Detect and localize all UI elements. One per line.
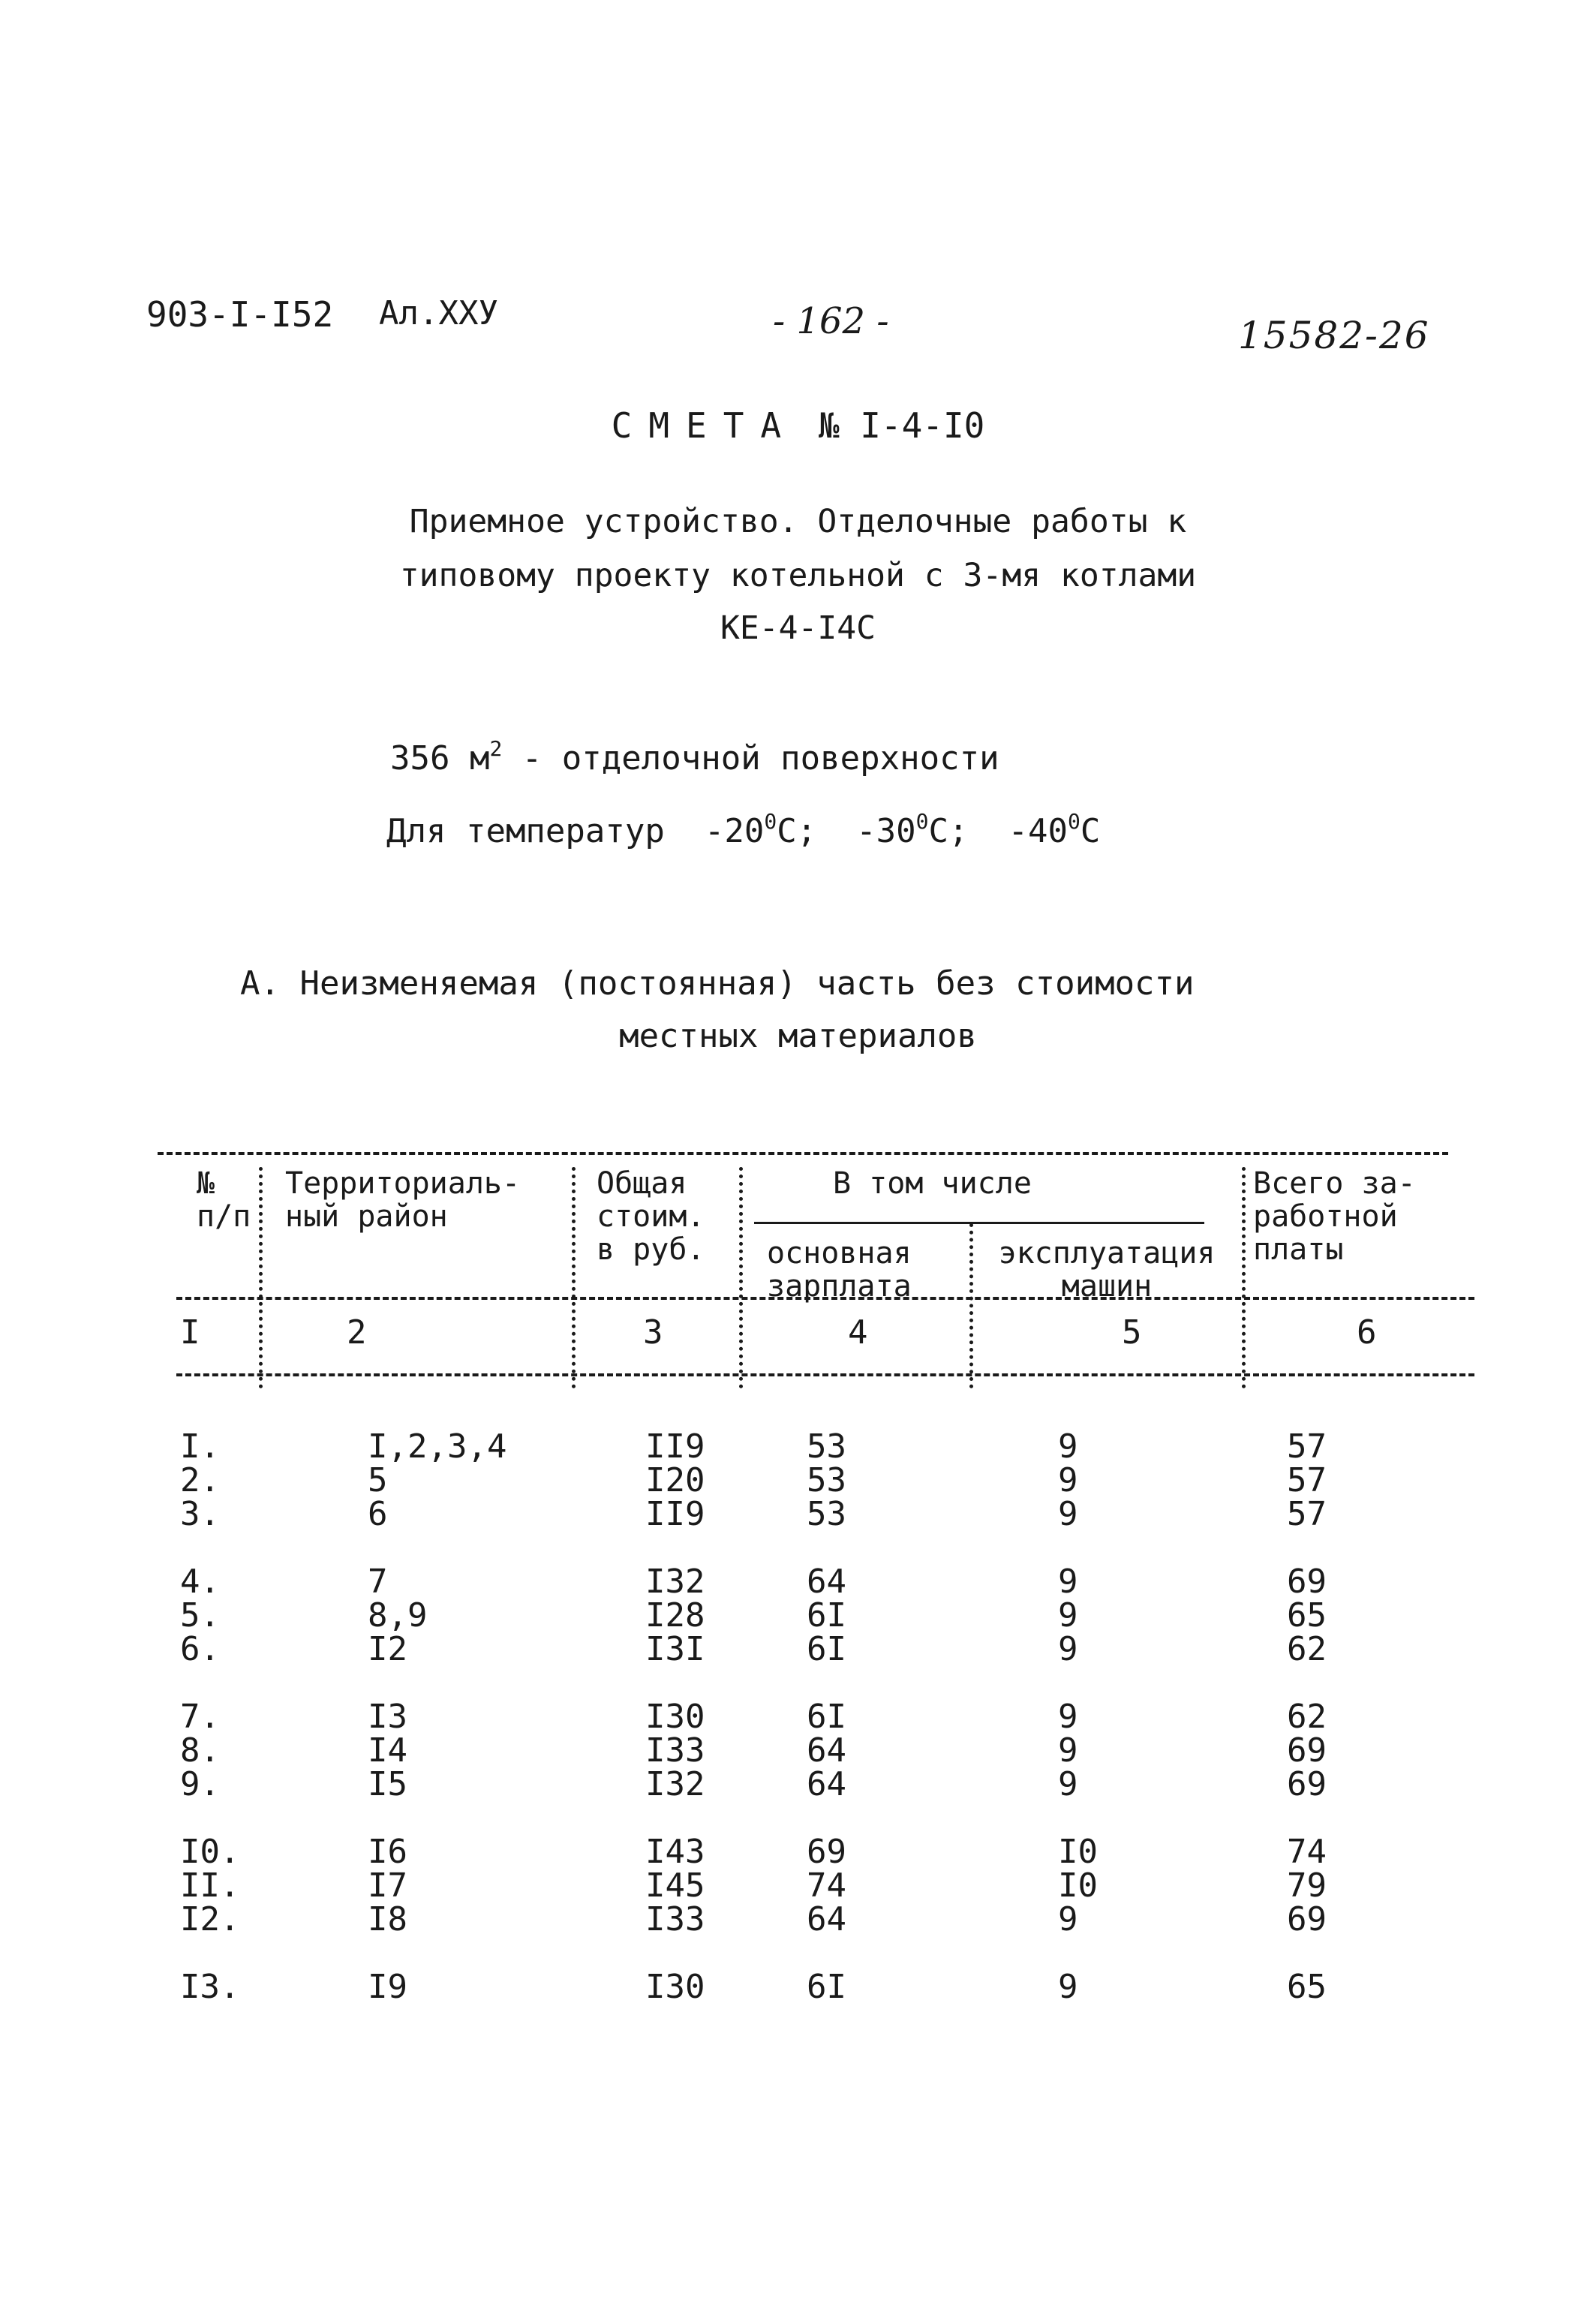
header-machines — [979, 1237, 1234, 1303]
row-number: I2. — [180, 1900, 240, 1939]
area-value: 356 м — [390, 739, 490, 778]
header-group: В том числе — [833, 1166, 1032, 1201]
column-number-4: 4 — [848, 1313, 868, 1352]
column-number-2: 2 — [347, 1313, 367, 1352]
row-total-cost: I30 — [645, 1968, 705, 2006]
row-machine-operation: 9 — [1058, 1900, 1078, 1939]
row-total-wages: 69 — [1287, 1731, 1327, 1770]
row-total-cost: I20 — [645, 1461, 705, 1499]
header-total-wages-l1: Всего за- — [1253, 1166, 1416, 1201]
row-base-salary: 64 — [807, 1563, 846, 1601]
row-machine-operation: 9 — [1058, 1495, 1078, 1533]
row-region: I2 — [368, 1630, 407, 1668]
header-region — [285, 1167, 520, 1233]
row-base-salary: 53 — [807, 1461, 846, 1499]
row-region: I5 — [368, 1765, 407, 1803]
header-number-l2: п/п — [197, 1199, 251, 1234]
row-base-salary: 53 — [807, 1495, 846, 1533]
degree-2: 0 — [915, 809, 929, 834]
row-region: 8,9 — [368, 1596, 428, 1635]
col-separator-4 — [969, 1223, 973, 1388]
header-number-l1: № — [197, 1166, 215, 1201]
header-region-l1: Территориаль- — [285, 1166, 521, 1201]
row-machine-operation: 9 — [1058, 1968, 1078, 2006]
row-total-cost: I28 — [645, 1596, 705, 1635]
document-code: 903-I-I52 — [146, 294, 334, 335]
row-number: 9. — [180, 1765, 220, 1803]
row-base-salary: 53 — [807, 1427, 846, 1466]
row-total-cost: II9 — [645, 1495, 705, 1533]
header-total-cost-l1: Общая — [597, 1166, 687, 1201]
section-a-line-1: А. Неизменяемая (постоянная) часть без стоимости — [240, 964, 1195, 1003]
row-total-wages: 69 — [1287, 1563, 1327, 1601]
header-total-cost-l3: в руб. — [597, 1232, 705, 1267]
row-number: I3. — [180, 1968, 240, 2006]
row-region: I4 — [368, 1731, 407, 1770]
row-machine-operation: 9 — [1058, 1731, 1078, 1770]
row-number: I0. — [180, 1833, 240, 1871]
row-total-wages: 79 — [1287, 1866, 1327, 1905]
degree-3: 0 — [1068, 809, 1081, 834]
row-region: I,2,3,4 — [368, 1427, 507, 1466]
header-number — [197, 1167, 251, 1233]
finishing-area — [390, 736, 999, 778]
row-region: 7 — [368, 1563, 388, 1601]
row-total-cost: I45 — [645, 1866, 705, 1905]
header-salary-l1: основная — [767, 1236, 912, 1271]
header-salary — [767, 1237, 912, 1303]
header-machines-l1: эксплуатация — [998, 1236, 1216, 1271]
area-superscript: 2 — [489, 736, 503, 761]
temperatures-label: Для температур — [386, 812, 665, 850]
row-region: I8 — [368, 1900, 407, 1939]
row-machine-operation: 9 — [1058, 1461, 1078, 1499]
row-total-cost: I32 — [645, 1765, 705, 1803]
row-region: I3 — [368, 1698, 407, 1736]
header-total-cost-l2: стоим. — [597, 1199, 705, 1234]
row-base-salary: 64 — [807, 1900, 846, 1939]
unit-2: С — [928, 812, 949, 850]
unit-1: С — [777, 812, 797, 850]
row-base-salary: 64 — [807, 1765, 846, 1803]
row-region: I7 — [368, 1866, 407, 1905]
row-machine-operation: 9 — [1058, 1563, 1078, 1601]
row-machine-operation: 9 — [1058, 1765, 1078, 1803]
table-top-rule — [158, 1152, 1448, 1155]
col-separator-5 — [1242, 1167, 1246, 1388]
column-number-6: 6 — [1357, 1313, 1377, 1352]
album-number: Ал.XXУ — [379, 294, 498, 332]
subtitle-line-3: КЕ-4-I4С — [720, 609, 876, 647]
row-total-wages: 74 — [1287, 1833, 1327, 1871]
row-machine-operation: I0 — [1058, 1866, 1098, 1905]
row-base-salary: 6I — [807, 1630, 846, 1668]
subtitle-line-2: типовому проекту котельной с 3-мя котлами — [399, 557, 1197, 594]
header-region-l2: ный район — [285, 1199, 448, 1234]
header-total-wages-l3: платы — [1253, 1232, 1344, 1267]
temperature-2: -30 — [856, 812, 916, 850]
row-total-wages: 57 — [1287, 1461, 1327, 1499]
row-base-salary: 74 — [807, 1866, 846, 1905]
row-total-cost: I33 — [645, 1731, 705, 1770]
row-region: 6 — [368, 1495, 388, 1533]
row-number: II. — [180, 1866, 240, 1905]
archive-number: 15582-26 — [1238, 314, 1430, 357]
row-total-wages: 62 — [1287, 1698, 1327, 1736]
row-total-wages: 57 — [1287, 1495, 1327, 1533]
estimate-title-number: № I-4-I0 — [818, 405, 985, 446]
temperature-3: -40 — [1008, 812, 1068, 850]
header-machines-l2: машин — [1061, 1269, 1153, 1304]
row-machine-operation: 9 — [1058, 1596, 1078, 1635]
row-total-cost: I33 — [645, 1900, 705, 1939]
row-machine-operation: 9 — [1058, 1427, 1078, 1466]
page-number: - 162 - — [773, 300, 889, 342]
unit-3: С — [1080, 812, 1101, 850]
row-base-salary: 69 — [807, 1833, 846, 1871]
row-number: 4. — [180, 1563, 220, 1601]
row-machine-operation: 9 — [1058, 1630, 1078, 1668]
row-region: 5 — [368, 1461, 388, 1499]
colnum-bottom-rule — [176, 1373, 1474, 1376]
area-text: - отделочной поверхности — [502, 739, 999, 778]
subtitle-line-1: Приемное устройство. Отделочные работы к — [409, 503, 1187, 540]
row-machine-operation: I0 — [1058, 1833, 1098, 1871]
row-total-cost: I32 — [645, 1563, 705, 1601]
row-number: 8. — [180, 1731, 220, 1770]
degree-1: 0 — [764, 809, 777, 834]
row-total-wages: 62 — [1287, 1630, 1327, 1668]
row-total-wages: 69 — [1287, 1900, 1327, 1939]
group-underline — [754, 1222, 1204, 1224]
row-number: 3. — [180, 1495, 220, 1533]
row-base-salary: 6I — [807, 1698, 846, 1736]
row-number: 7. — [180, 1698, 220, 1736]
row-total-wages: 65 — [1287, 1596, 1327, 1635]
row-machine-operation: 9 — [1058, 1698, 1078, 1736]
row-number: I. — [180, 1427, 220, 1466]
section-a-line-2: местных материалов — [619, 1017, 977, 1055]
col-separator-3 — [739, 1167, 743, 1388]
col-separator-2 — [572, 1167, 576, 1388]
header-total-wages-l2: работной — [1253, 1199, 1398, 1234]
row-base-salary: 6I — [807, 1596, 846, 1635]
column-number-5: 5 — [1122, 1313, 1142, 1352]
estimate-title-word: СМЕТА — [611, 405, 798, 446]
header-salary-l2: зарплата — [767, 1269, 912, 1304]
row-base-salary: 64 — [807, 1731, 846, 1770]
row-base-salary: 6I — [807, 1968, 846, 2006]
row-number: 5. — [180, 1596, 220, 1635]
header-total-cost — [597, 1167, 705, 1266]
temperatures: Для температур $-20^0С$; $-30^0С$; $-40^0С$ — [386, 809, 1101, 850]
column-number-1: I — [180, 1313, 200, 1352]
row-number: 2. — [180, 1461, 220, 1499]
row-region: I6 — [368, 1833, 407, 1871]
row-total-cost: I3I — [645, 1630, 705, 1668]
row-number: 6. — [180, 1630, 220, 1668]
temperature-1: -20 — [704, 812, 765, 850]
col-separator-1 — [259, 1167, 263, 1388]
row-total-cost: II9 — [645, 1427, 705, 1466]
row-total-wages: 65 — [1287, 1968, 1327, 2006]
row-region: I9 — [368, 1968, 407, 2006]
row-total-cost: I30 — [645, 1698, 705, 1736]
column-number-3: 3 — [643, 1313, 663, 1352]
row-total-wages: 69 — [1287, 1765, 1327, 1803]
estimate-title — [0, 405, 1596, 446]
header-total-wages — [1253, 1167, 1416, 1266]
row-total-wages: 57 — [1287, 1427, 1327, 1466]
row-total-cost: I43 — [645, 1833, 705, 1871]
